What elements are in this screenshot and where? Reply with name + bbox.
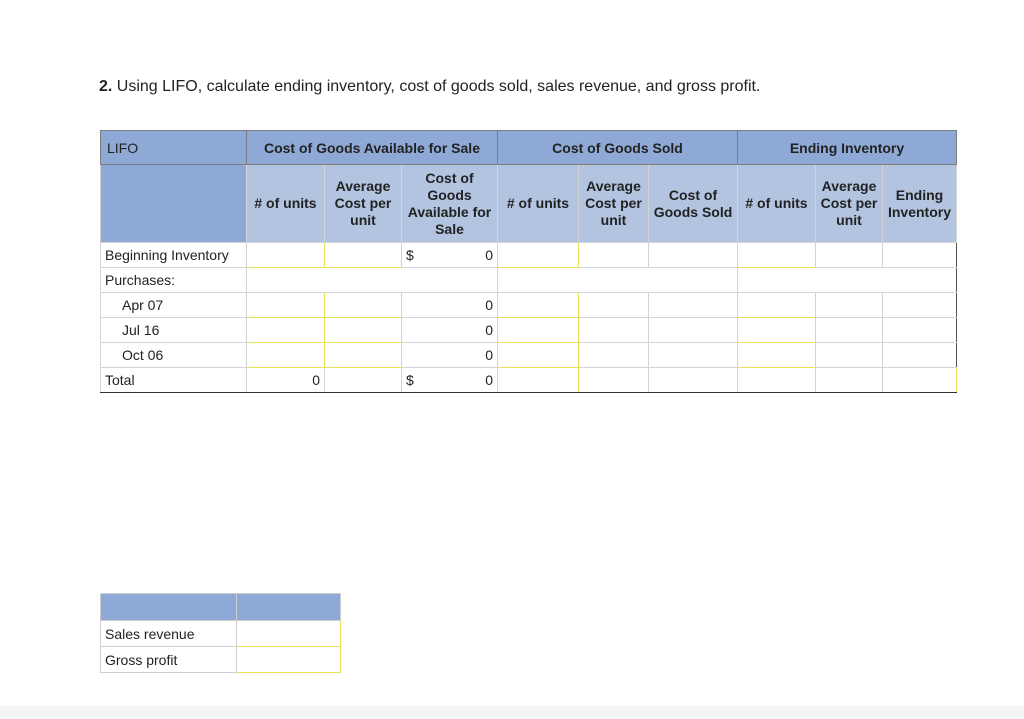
beginning-avg-cost-input[interactable] bbox=[325, 243, 402, 268]
row-label-beginning: Beginning Inventory bbox=[101, 243, 247, 268]
question-number: 2. bbox=[99, 78, 113, 95]
subheader-cogs: Cost of Goods Sold bbox=[649, 165, 738, 243]
oct-cogs-avg-cell bbox=[579, 343, 649, 368]
table-row-total bbox=[101, 368, 957, 393]
apr-cogs-cell bbox=[649, 293, 738, 318]
apr-cogas-value: 0 bbox=[402, 293, 498, 318]
beginning-cogs-avg-cell bbox=[579, 243, 649, 268]
table-row bbox=[101, 318, 957, 343]
oct-ei-units-input[interactable] bbox=[738, 343, 816, 368]
oct-cogas-value: 0 bbox=[402, 343, 498, 368]
purchases-blank-ei bbox=[738, 268, 957, 293]
total-cogs-input[interactable] bbox=[649, 368, 738, 393]
oct-cogs-units-input[interactable] bbox=[498, 343, 579, 368]
row-label-oct: Oct 06 bbox=[101, 343, 247, 368]
purchases-blank-cogas bbox=[247, 268, 498, 293]
apr-ei-cell bbox=[883, 293, 957, 318]
oct-ei-cell bbox=[883, 343, 957, 368]
apr-ei-units-input[interactable] bbox=[738, 293, 816, 318]
table-row bbox=[101, 293, 957, 318]
header-cogs: Cost of Goods Sold bbox=[498, 131, 738, 165]
summary-header-value bbox=[237, 594, 341, 621]
summary-row bbox=[101, 647, 341, 673]
summary-row bbox=[101, 621, 341, 647]
table-row bbox=[101, 268, 957, 293]
total-cogs-avg-cell bbox=[579, 368, 649, 393]
beginning-cogs-units-input[interactable] bbox=[498, 243, 579, 268]
row-label-apr: Apr 07 bbox=[101, 293, 247, 318]
total-avg-cost-cell bbox=[325, 368, 402, 393]
jul-units-input[interactable] bbox=[247, 318, 325, 343]
purchases-blank-cogs bbox=[498, 268, 738, 293]
beginning-cogs-cell bbox=[649, 243, 738, 268]
question-body: Using LIFO, calculate ending inventory, cost of goods sold, sales revenue, and gross profit. bbox=[116, 78, 761, 95]
jul-cogas-value: 0 bbox=[402, 318, 498, 343]
header-ending-inventory: Ending Inventory bbox=[738, 131, 957, 165]
table-row bbox=[101, 243, 957, 268]
row-label-total: Total bbox=[101, 368, 247, 393]
total-ei-input[interactable] bbox=[883, 368, 957, 393]
subheader-blank bbox=[101, 165, 247, 243]
subheader-avg-cost: Average Cost per unit bbox=[325, 165, 402, 243]
total-cogas-value: $ 0 bbox=[402, 368, 498, 393]
header-cogas: Cost of Goods Available for Sale bbox=[247, 131, 498, 165]
jul-cogs-avg-cell bbox=[579, 318, 649, 343]
apr-cogs-avg-cell bbox=[579, 293, 649, 318]
summary-table bbox=[100, 593, 341, 673]
beginning-units-input[interactable] bbox=[247, 243, 325, 268]
apr-cogs-units-input[interactable] bbox=[498, 293, 579, 318]
total-ei-units-input[interactable] bbox=[738, 368, 816, 393]
table-row bbox=[101, 343, 957, 368]
subheader-ei: Ending Inventory bbox=[883, 165, 957, 243]
jul-cogs-units-input[interactable] bbox=[498, 318, 579, 343]
subheader-units: # of units bbox=[247, 165, 325, 243]
subheader-ei-units: # of units bbox=[738, 165, 816, 243]
subheader-cogs-avg-cost: Average Cost per unit bbox=[579, 165, 649, 243]
beginning-ei-cell bbox=[883, 243, 957, 268]
sales-revenue-label: Sales revenue bbox=[101, 621, 237, 647]
apr-avg-cost-input[interactable] bbox=[325, 293, 402, 318]
beginning-cogas-value: $ 0 bbox=[402, 243, 498, 268]
sales-revenue-input[interactable] bbox=[237, 621, 341, 647]
bottom-bar bbox=[0, 706, 1024, 719]
subheader-cogas: Cost of Goods Available for Sale bbox=[402, 165, 498, 243]
subheader-ei-avg-cost: Average Cost per unit bbox=[816, 165, 883, 243]
total-cogs-units-input[interactable] bbox=[498, 368, 579, 393]
apr-units-input[interactable] bbox=[247, 293, 325, 318]
summary-header-label bbox=[101, 594, 237, 621]
jul-avg-cost-input[interactable] bbox=[325, 318, 402, 343]
oct-cogs-cell bbox=[649, 343, 738, 368]
subheader-cogs-units: # of units bbox=[498, 165, 579, 243]
lifo-corner-label: LIFO bbox=[101, 131, 247, 165]
beginning-ei-units-input[interactable] bbox=[738, 243, 816, 268]
gross-profit-input[interactable] bbox=[237, 647, 341, 673]
oct-ei-avg-cell bbox=[816, 343, 883, 368]
lifo-table bbox=[100, 130, 957, 393]
jul-cogs-cell bbox=[649, 318, 738, 343]
apr-ei-avg-cell bbox=[816, 293, 883, 318]
total-units-value: 0 bbox=[247, 368, 325, 393]
total-ei-avg-cell bbox=[816, 368, 883, 393]
row-label-jul: Jul 16 bbox=[101, 318, 247, 343]
oct-units-input[interactable] bbox=[247, 343, 325, 368]
beginning-ei-avg-cell bbox=[816, 243, 883, 268]
jul-ei-avg-cell bbox=[816, 318, 883, 343]
row-label-purchases: Purchases: bbox=[101, 268, 247, 293]
oct-avg-cost-input[interactable] bbox=[325, 343, 402, 368]
jul-ei-cell bbox=[883, 318, 957, 343]
gross-profit-label: Gross profit bbox=[101, 647, 237, 673]
question-text bbox=[99, 78, 760, 96]
jul-ei-units-input[interactable] bbox=[738, 318, 816, 343]
